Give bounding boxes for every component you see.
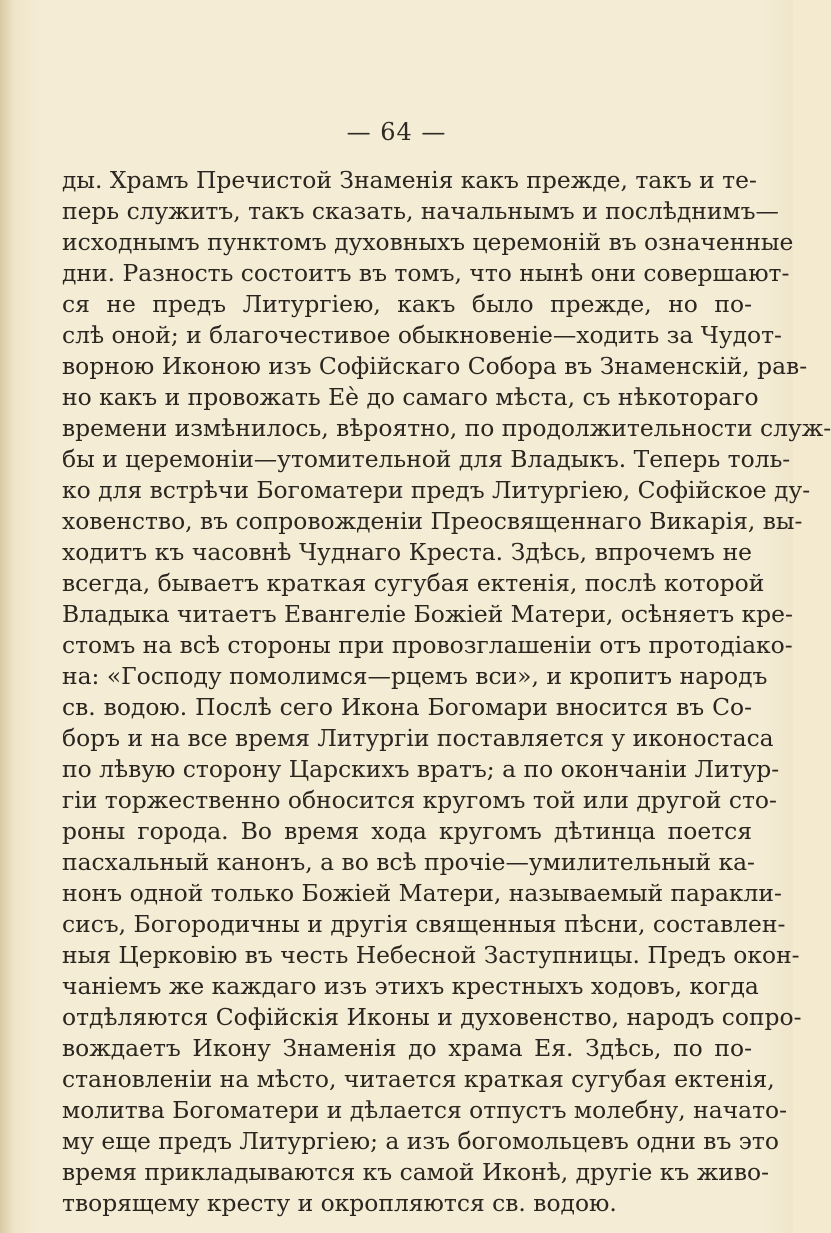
text-line: ся не предъ Литургіею, какъ было прежде, но по- (62, 290, 752, 318)
text-line: ходитъ къ часовнѣ Чуднаго Креста. Здѣсь, впрочемъ не (62, 538, 752, 566)
text-line: на: «Господу помолимся—рцемъ вси», и кропитъ народъ (62, 662, 768, 690)
body-text (62, 165, 831, 1219)
text-line: перь служитъ, такъ сказать, начальнымъ и послѣднимъ— (62, 197, 779, 225)
text-line: по лѣвую сторону Царскихъ вратъ; а по окончаніи Литур- (62, 755, 780, 783)
text-line: чаніемъ же каждаго изъ этихъ крестныхъ ходовъ, когда (62, 972, 759, 1000)
text-line: всегда, бываетъ краткая сугубая ектенія, послѣ которой (62, 569, 765, 597)
text-line: творящему кресту и окропляются св. водою. (62, 1189, 617, 1217)
text-line: нонъ одной только Божіей Матери, называемый паракли- (62, 879, 782, 907)
text-line: ныя Церковію въ честь Небесной Заступницы. Предъ окон- (62, 941, 800, 969)
text-line: молитва Богоматери и дѣлается отпустъ молебну, начато- (62, 1096, 788, 1124)
text-line: слѣ оной; и благочестивое обыкновеніе—ходить за Чудот- (62, 321, 782, 349)
text-line: ворною Иконою изъ Софійскаго Собора въ Знаменскій, рав- (62, 352, 808, 380)
text-line: сисъ, Богородичны и другія священныя пѣсни, составлен- (62, 910, 786, 938)
text-line: боръ и на все время Литургіи поставляется у иконостаса (62, 724, 774, 752)
text-line: пасхальный канонъ, а во всѣ прочіе—умилительный ка- (62, 848, 755, 876)
text-line: ховенство, въ сопровожденіи Преосвященнаго Викарія, вы- (62, 507, 803, 535)
text-line: дни. Разность состоитъ въ томъ, что нынѣ они совершают- (62, 259, 790, 287)
text-line: ко для встрѣчи Богоматери предъ Литургіею, Софійское ду- (62, 476, 811, 504)
text-line: отдѣляются Софійскія Иконы и духовенство, народъ сопро- (62, 1003, 802, 1031)
text-line: вождаетъ Икону Знаменія до храма Ея. Здѣсь, по по- (62, 1034, 752, 1062)
text-line: становленіи на мѣсто, читается краткая сугубая ектенія, (62, 1065, 775, 1093)
text-line: время прикладываются къ самой Иконѣ, другіе къ живо- (62, 1158, 769, 1186)
text-line: но какъ и провожать Еѐ до самаго мѣста, съ нѣкотораго (62, 383, 759, 411)
text-line: исходнымъ пунктомъ духовныхъ церемоній въ означенные (62, 228, 794, 256)
page-number: — 64 — (346, 118, 447, 146)
text-line: Владыка читаетъ Евангеліе Божіей Матери, осѣняетъ кре- (62, 600, 793, 628)
text-line: времени измѣнилось, вѣроятно, по продолжительности служ- (62, 414, 831, 442)
text-line: ды. Храмъ Пречистой Знаменія какъ прежде, такъ и те- (62, 166, 757, 194)
text-line: му еще предъ Литургіею; а изъ богомольцевъ одни въ это (62, 1127, 779, 1155)
text-line: роны города. Во время хода кругомъ дѣтинца поется (62, 817, 752, 845)
text-line: гіи торжественно обносится кругомъ той или другой сто- (62, 786, 777, 814)
text-line: стомъ на всѣ стороны при провозглашеніи отъ протодіако- (62, 631, 793, 659)
text-line: бы и церемоніи—утомительной для Владыкъ. Теперь толь- (62, 445, 791, 473)
text-line: св. водою. Послѣ сего Икона Богомари вносится въ Со- (62, 693, 752, 721)
